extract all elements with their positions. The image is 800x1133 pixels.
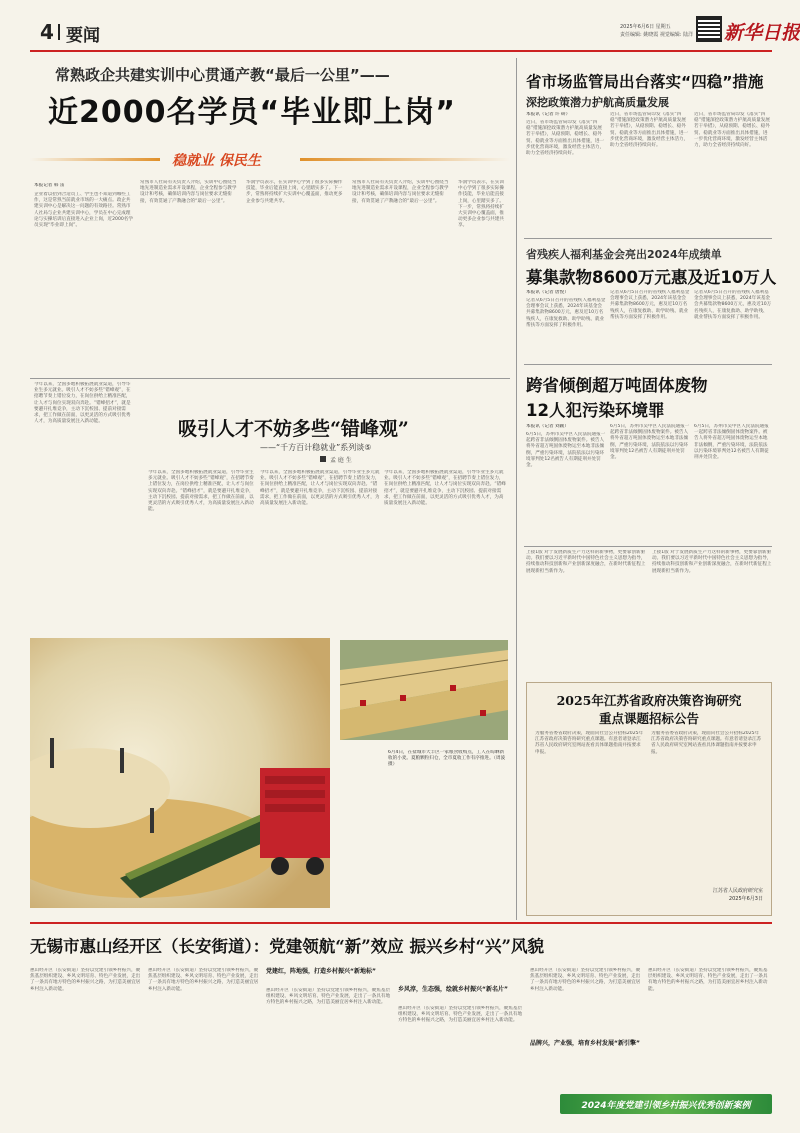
ribbon-text: 2024年度党建引领乡村振兴优秀创新案例 <box>581 1101 751 1111</box>
story1-headline: 近2000名学员“毕业即上岗” <box>48 95 456 130</box>
bottom-subhead-2: 乡风淳，生态强，绘就乡村振兴“新名片” <box>398 986 508 993</box>
story1-byline: 本报记者 韩 雷 <box>34 183 65 188</box>
story6-body-col2: 上接1版 对于发展新质生产力这样的新事物，更要靠创新驱动。我们要以习近平新时代中国特色社会主义思想为指导，持续推动科技创新和产业创新深度融合，在新时代新征程上展现新担当新作为。 <box>652 550 772 574</box>
bottom-body-col1: 惠山经开区（长安街道）坚持以党建引领乡村振兴，聚焦基层组织建设、乡风文明培育、特色产业发展，走出了一条具有地方特色的乡村振兴之路，为打造美丽宜居乡村注入新动能。 <box>30 968 141 992</box>
story1-body-col4: 常熟市人社局有关负责人介绍，实训中心围绕当地先进制造业需求开设课程，企业全程参与教学设计和考核，确保培训内容与岗位要求无缝衔接，有效贯通了产教融合的“最后一公里”。 <box>352 180 449 204</box>
story2-body-col3: 今年以来，全国多地积极拓展就业渠道，引导毕业生多元就业。吸引人才不妨多些“错峰观”，在招聘节奏上错位发力，在岗位供给上精准匹配，让人才与岗位实现双向奔赴。“错峰招才”，就是要避开扎堆竞争，主动下沉校园、提前对接需求，把工作做在前面，以更灵活的方式吸引优秀人才，为高质量发展注入新动能。 <box>260 470 380 507</box>
bottom-rule <box>30 922 772 924</box>
qr-code-icon <box>698 18 720 40</box>
story2-body-col2: 今年以来，全国多地积极拓展就业渠道，引导毕业生多元就业。吸引人才不妨多些“错峰观”，在招聘节奏上错位发力，在岗位供给上精准匹配，让人才与岗位实现双向奔赴。“错峰招才”，就是要避开扎堆竞争，主动下沉校园、提前对接需求，把工作做在前面，以更灵活的方式吸引优秀人才，为高质量发展注入新动能。 <box>148 470 254 513</box>
header-rule <box>30 50 772 52</box>
story2-subhead: ——“千方百计稳就业”系列谈⑤ <box>260 443 372 452</box>
bottom-subhead-3: 品牌兴，产业强，培育乡村发展“新引擎” <box>530 1040 642 1048</box>
story1-body-col1: 企业着以招到合适员工、学生也不知道到哪些工作，这是常熟当前就业市场的一大痛点。政企共建实训中心是解决这一问题的有效路径。常熟市人社局与企业共建实训中心，学员在中心完成理论与实操培训后直接进入企业上岗，近2000名学员实现“毕业即上岗”。 <box>34 192 133 229</box>
bottom-body-col2: 惠山经开区（长安街道）坚持以党建引领乡村振兴，聚焦基层组织建设、乡风文明培育、特色产业发展，走出了一条具有地方特色的乡村振兴之路，为打造美丽宜居乡村注入新动能。 <box>148 968 259 992</box>
bottom-body-col5: 惠山经开区（长安街道）坚持以党建引领乡村振兴，聚焦基层组织建设、乡风文明培育、特色产业发展，走出了一条具有地方特色的乡村振兴之路，为打造美丽宜居乡村注入新动能。 <box>530 968 641 992</box>
bottom-body-col3: 惠山经开区（长安街道）坚持以党建引领乡村振兴，聚焦基层组织建设、乡风文明培育、特色产业发展，走出了一条具有地方特色的乡村振兴之路，为打造美丽宜居乡村注入新动能。 <box>266 988 391 1006</box>
bottom-body-col4: 惠山经开区（长安街道）坚持以党建引领乡村振兴，聚焦基层组织建设、乡风文明培育、特色产业发展，走出了一条具有地方特色的乡村振兴之路，为打造美丽宜居乡村注入新动能。 <box>398 1006 523 1024</box>
column-divider <box>516 58 517 920</box>
bottom-ribbon <box>560 1094 772 1114</box>
page-number: 4 <box>40 20 54 44</box>
story3-headline: 省市场监管局出台落实“四稳”措施 <box>526 73 764 91</box>
story3-body-col1: 近日，省市场监管局印发《落实“四稳”措施深挖政策潜力护航高质量发展若干举措》，从稳预期、稳增长、稳外贸、稳就业等方面推出具体措施，进一步优化营商环境，激发经营主体活力，助力全省经济持续向好。 <box>526 120 605 157</box>
story5-body-col2: 6月5日，苏州市吴中区人民法院通报一起跨省非法倾倒固体废物案件。被告人将外省超万吨固体废物运至本地非法倾倒，严重污染环境，法院依法以污染环境罪判处12名被告人有期徒刑并处罚金。 <box>610 424 690 461</box>
editor-line: 责任编辑: 姚晓霞 视觉编辑: 陆洋 <box>620 32 694 38</box>
story4-kicker: 省残疾人福利基金会亮出2024年成绩单 <box>526 248 722 261</box>
notice-date: 2025年6月3日 <box>728 896 763 902</box>
story1-banner <box>30 150 510 168</box>
photo-wheat-drying <box>340 640 508 740</box>
story2-byline: 孟 庭 生 <box>330 457 352 464</box>
banner-line-left <box>30 158 160 161</box>
story4-byline: 本报讯（记者 唐悦） <box>526 290 569 295</box>
story6-body-col1: 上接1版 对于发展新质生产力这样的新事物，更要靠创新驱动。我们要以习近平新时代中国特色社会主义思想为指导，持续推动科技创新和产业创新深度融合，在新时代新征程上展现新担当新作为。 <box>526 550 646 574</box>
story1-kicker: 常熟政企共建实训中心贯通产教“最后一公里”—— <box>55 66 390 84</box>
story4-body-col1: 记者从6月5日召开的省残疾人福利基金会理事会议上获悉，2024年该基金会共募集款物8600万元，惠及近10万名残疾人，在康复救助、助学助残、就业帮扶等方面发挥了积极作用。 <box>526 298 606 328</box>
story5-top-rule <box>524 364 772 365</box>
story2-body-col4: 今年以来，全国多地积极拓展就业渠道，引导毕业生多元就业。吸引人才不妨多些“错峰观”，在招聘节奏上错位发力，在岗位供给上精准匹配，让人才与岗位实现双向奔赴。“错峰招才”，就是要避开扎堆竞争，主动下沉校园、提前对接需求，把工作做在前面，以更灵活的方式吸引优秀人才，为高质量发展注入新动能。 <box>384 470 506 507</box>
page-number-divider <box>58 24 60 40</box>
story6-top-rule <box>524 546 772 547</box>
story3-body-col3: 近日，省市场监管局印发《落实“四稳”措施深挖政策潜力护航高质量发展若干举措》，从稳预期、稳增长、稳外贸、稳就业等方面推出具体措施，进一步优化营商环境，激发经营主体活力，助力全省经济持续向好。 <box>694 112 770 149</box>
notice-body-col1: 为服务省委省政府决策，现面向社会公开招标2025年江苏省政府决策咨询研究重点课题。有意者请登录江苏省人民政府研究室网站查看具体课题指南并按要求申报。 <box>535 731 644 755</box>
page-header <box>30 18 800 46</box>
story1-body-col2: 常熟市人社局有关负责人介绍，实训中心围绕当地先进制造业需求开设课程，企业全程参与教学设计和考核，确保培训内容与岗位要求无缝衔接，有效贯通了产教融合的“最后一公里”。 <box>140 180 237 204</box>
bottom-body-col6: 惠山经开区（长安街道）坚持以党建引领乡村振兴，聚焦基层组织建设、乡风文明培育、特色产业发展，走出了一条具有地方特色的乡村振兴之路，为打造美丽宜居乡村注入新动能。 <box>648 968 768 992</box>
story4-top-rule <box>524 238 772 239</box>
banner-line-right <box>300 158 510 161</box>
section-name: 要闻 <box>66 26 100 46</box>
story2-body-col1: 今年以来，全国多地积极拓展就业渠道，引导毕业生多元就业。吸引人才不妨多些“错峰观”，在招聘节奏上错位发力，在岗位供给上精准匹配，让人才与岗位实现双向奔赴。“错峰招才”，就是要避开扎堆竞争，主动下沉校园、提前对接需求，把工作做在前面，以更灵活的方式吸引优秀人才，为高质量发展注入新动能。 <box>34 382 131 425</box>
story1-body-col3: 华润学员表示，在实训中心学到了很多实际操作技能，毕业后能直接上岗，心里踏实多了。下一步，常熟将持续扩大实训中心覆盖面，推动更多企业参与共建共享。 <box>246 180 343 204</box>
story3-byline: 本报讯（记者 许 研） <box>526 112 571 117</box>
notice-body-col2: 为服务省委省政府决策，现面向社会公开招标2025年江苏省政府决策咨询研究重点课题。有意者请登录江苏省人民政府研究室网站查看具体课题指南并按要求申报。 <box>651 731 762 755</box>
story5-byline: 本报讯（记者 刘颖） <box>526 424 569 429</box>
story5-headline-line2: 12人犯污染环境罪 <box>526 401 665 420</box>
newspaper-logo: 新华日报 <box>724 22 800 44</box>
date-line: 2025年6月6日 星期五 <box>620 24 671 30</box>
bottom-subhead-1: 党建红，阵地强，打造乡村振兴“新地标” <box>266 968 376 975</box>
story4-body-col2: 记者从6月5日召开的省残疾人福利基金会理事会议上获悉，2024年该基金会共募集款物8600万元，惠及近10万名残疾人，在康复救助、助学助残、就业帮扶等方面发挥了积极作用。 <box>610 290 690 320</box>
notice-title-line1: 2025年江苏省政府决策咨询研究 <box>556 693 742 708</box>
photo-grain-harvest <box>30 638 330 908</box>
story3-body-col2: 近日，省市场监管局印发《落实“四稳”措施深挖政策潜力护航高质量发展若干举措》，从稳预期、稳增长、稳外贸、稳就业等方面推出具体措施，进一步优化营商环境，激发经营主体活力，助力全省经济持续向好。 <box>610 112 689 149</box>
notice-signature: 江苏省人民政府研究室 <box>712 888 763 894</box>
author-icon <box>320 456 326 462</box>
photo-caption: 6月4日，在盐城市大丰区一家粮食收购点，工人在晾晒新收的小麦。夏粮颗粒归仓，全市夏收工作有序推进。（周波 摄） <box>388 750 506 768</box>
story5-headline-line1: 跨省倾倒超万吨固体废物 <box>526 376 708 395</box>
bottom-headline: 无锡市惠山经开区（长安街道）：党建领航“新”效应 振兴乡村“兴”风貌 <box>30 937 544 956</box>
banner-text: 稳就业 保民生 <box>172 153 261 169</box>
story3-subhead: 深挖政策潜力护航高质量发展 <box>526 96 669 109</box>
story5-body-col1: 6月5日，苏州市吴中区人民法院通报一起跨省非法倾倒固体废物案件。被告人将外省超万吨固体废物运至本地非法倾倒，严重污染环境，法院依法以污染环境罪判处12名被告人有期徒刑并处罚金。 <box>526 432 606 469</box>
story4-body-col3: 记者从6月5日召开的省残疾人福利基金会理事会议上获悉，2024年该基金会共募集款物8600万元，惠及近10万名残疾人，在康复救助、助学助残、就业帮扶等方面发挥了积极作用。 <box>694 290 772 320</box>
story1-body-col5: 华润学员表示，在实训中心学到了很多实际操作技能，毕业后能直接上岗，心里踏实多了。下一步，常熟将持续扩大实训中心覆盖面，推动更多企业参与共建共享。 <box>458 180 504 229</box>
story5-body-col3: 6月5日，苏州市吴中区人民法院通报一起跨省非法倾倒固体废物案件。被告人将外省超万吨固体废物运至本地非法倾倒，严重污染环境，法院依法以污染环境罪判处12名被告人有期徒刑并处罚金。 <box>694 424 769 461</box>
notice-title-line2: 重点课题招标公告 <box>598 711 699 726</box>
story2-headline: 吸引人才不妨多些“错峰观” <box>178 418 409 440</box>
notice-box <box>526 682 772 916</box>
story4-headline: 募集款物8600万元惠及近10万人 <box>526 268 777 287</box>
story2-top-rule <box>30 378 510 379</box>
